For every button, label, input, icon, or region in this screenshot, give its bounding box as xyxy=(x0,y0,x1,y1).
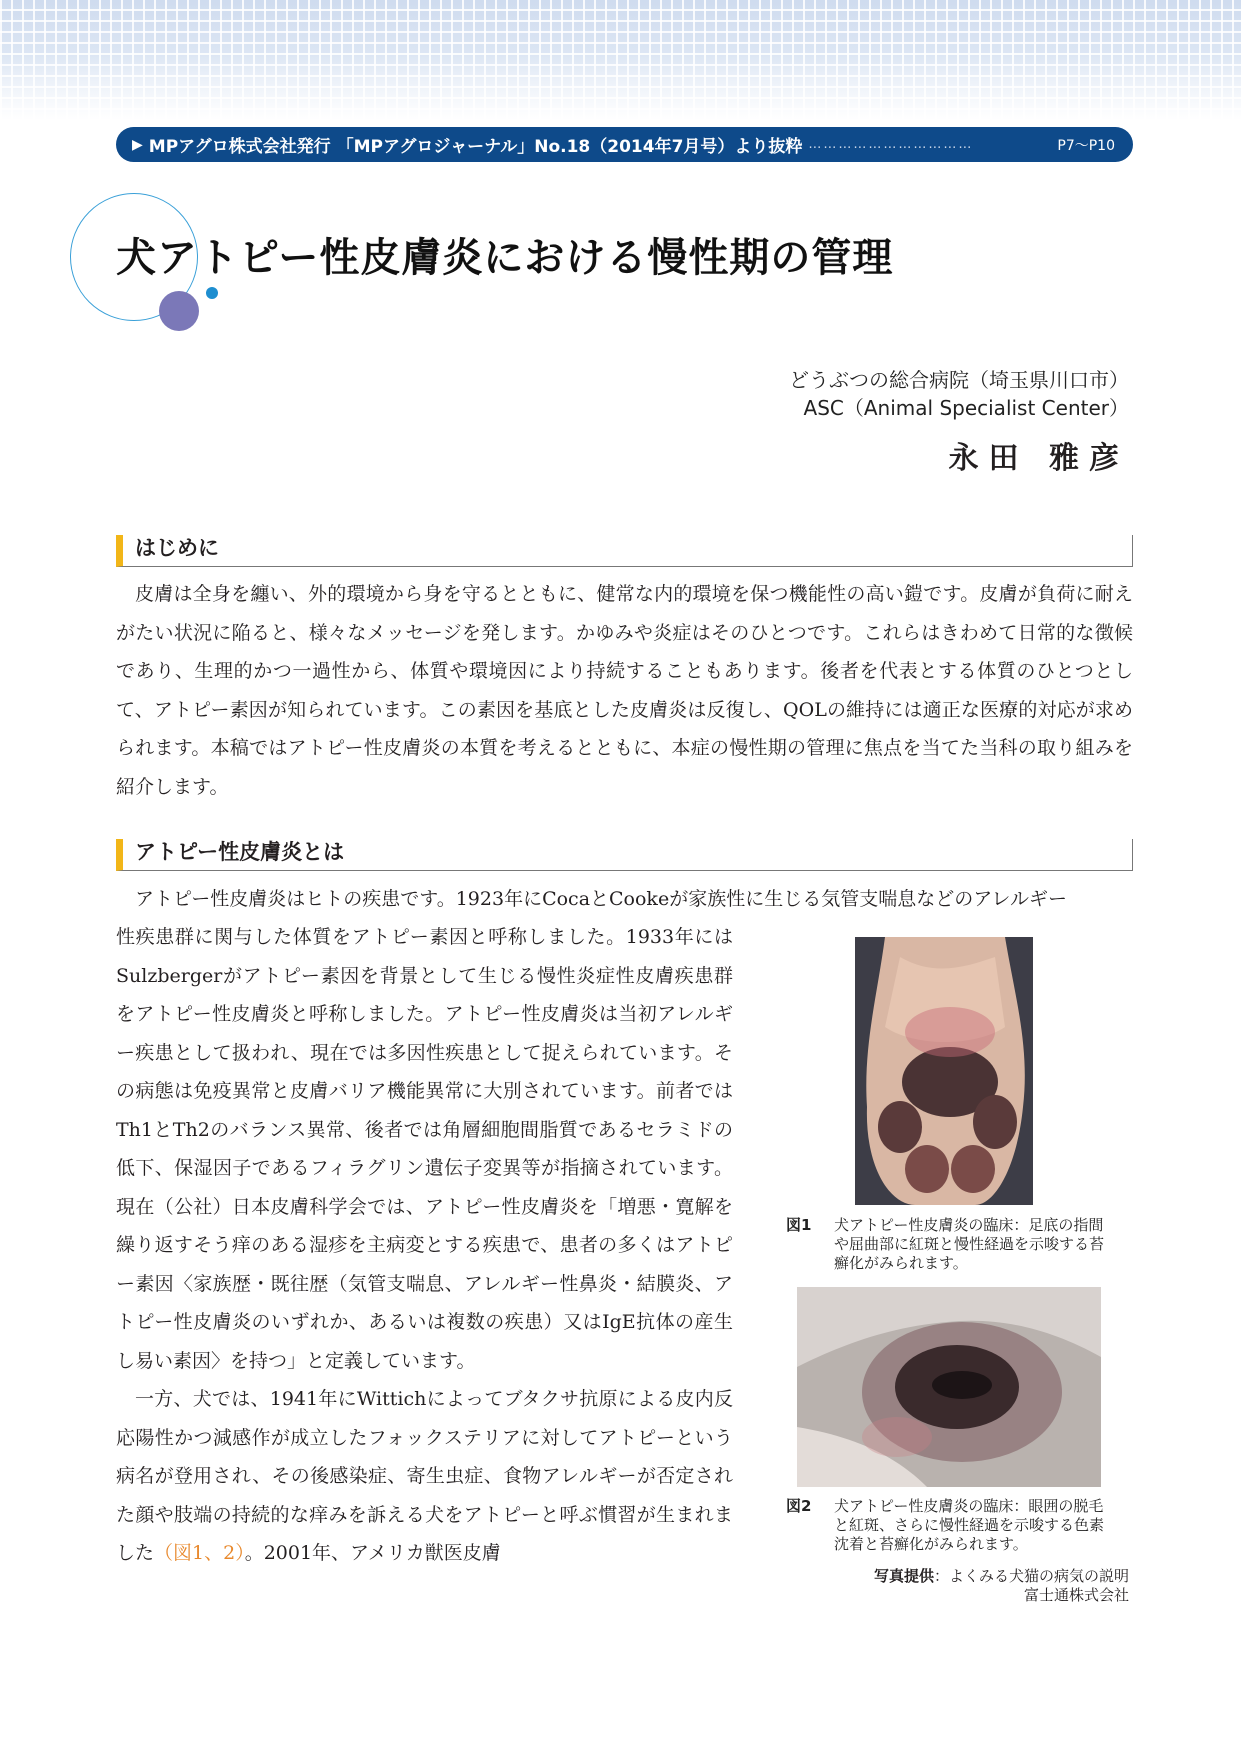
figure-1-caption xyxy=(786,1216,1106,1273)
photo-credit xyxy=(874,1567,1129,1605)
figure-1-text: 犬アトピー性皮膚炎の臨床：足底の指間や屈曲部に紅斑と慢性経過を示唆する苔癬化がみられます。 xyxy=(834,1216,1105,1272)
header-bar xyxy=(116,127,1133,162)
top-dot-pattern xyxy=(0,0,1241,120)
photo-credit-line-2: 富士通株式会社 xyxy=(1023,1586,1129,1604)
figure-2-caption xyxy=(786,1497,1106,1554)
atopy-paragraph-2 xyxy=(116,1380,733,1573)
header-source: MPアグロ株式会社発行 「MPアグロジャーナル」No.18（2014年7月号）より抜粋 xyxy=(148,137,803,157)
author-name: 永田 雅彦 xyxy=(948,441,1129,476)
figure-1-photo xyxy=(855,937,1033,1205)
photo-credit-label: 写真提供 xyxy=(873,1567,934,1585)
decorative-purple-circle-icon xyxy=(159,291,199,331)
photo-credit-line-1: ：よくみる犬猫の病気の説明 xyxy=(933,1567,1129,1585)
figure-1-number: 図1 xyxy=(786,1216,812,1234)
eye-image xyxy=(797,1287,1101,1487)
figure-2-photo xyxy=(797,1287,1101,1487)
section-atopy-lead xyxy=(116,880,1133,918)
header-pages: P7～P10 xyxy=(1057,137,1115,154)
intro-paragraph: 皮膚は全身を纏い、外的環境から身を守るとともに、健常な内的環境を保つ機能性の高い鎧です。皮膚が負荷に耐えがたい状況に陥ると、様々なメッセージを発します。かゆみや炎症はそのひとつです。これらはきわめて日常的な徴候であり、生理的かつ一過性から、体質や環境因により持続することもあります。後者を代表とする体質のひとつとして、アトピー素因が知られています。この素因を基底とした皮膚炎は反復し、QOLの維持には適正な医療的対応が求められます。本稿ではアトピー性皮膚炎の本質を考えるとともに、本症の慢性期の管理に焦点を当てた当科の取り組みを紹介します。 xyxy=(116,583,1133,798)
atopy-lead-line: アトピー性皮膚炎はヒトの疾患です。1923年にCocaとCookeが家族性に生じる気管支喘息などのアレルギー xyxy=(135,888,1067,910)
section-intro-body xyxy=(116,575,1133,806)
affiliation xyxy=(789,366,1129,422)
atopy-paragraph-2-tail: 。2001年、アメリカ獣医皮膚 xyxy=(244,1542,501,1564)
triangle-icon: ▶ xyxy=(132,136,143,153)
atopy-paragraph-1: 性疾患群に関与した体質をアトピー素因と呼称しました。1933年にはSulzbergerがアトピー素因を背景として生じる慢性炎症性皮膚疾患群をアトピー性皮膚炎と呼称しました。アトピー性皮膚炎は当初アレルギー疾患として扱われ、現在では多因性疾患として捉えられています。その病態は免疫異常と皮膚バリア機能異常に大別されています。前者ではTh1とTh2のバランス異常、後者では角層細胞間脂質であるセラミドの低下、保湿因子であるフィラグリン遺伝子変異等が指摘されています。現在（公社）日本皮膚科学会では、アトピー性皮膚炎を「増悪・寛解を繰り返すそう痒のある湿疹を主病変とする疾患で、患者の多くはアトピー素因〈家族歴・既往歴（気管支喘息、アレルギー性鼻炎・結膜炎、アトピー性皮膚炎のいずれか、あるいは複数の疾患）又はIgE抗体の産生し易い素因〉を持つ」と定義しています。 xyxy=(116,926,733,1372)
header-dots: …………………………… xyxy=(808,137,974,152)
affiliation-hospital: どうぶつの総合病院（埼玉県川口市） xyxy=(789,368,1129,392)
decorative-dot-icon xyxy=(206,287,218,299)
atopy-paragraph-2-text: 一方、犬では、1941年にWittichによってブタクサ抗原による皮内反応陽性かつ減感作が成立したフォックステリアに対してアトピーという病名が登用され、その後感染症、寄生虫症、食物アレルギーが否定された顔や肢端の持続的な痒みを訴える犬をアトピーと呼ぶ慣習が生まれました xyxy=(116,1388,733,1564)
affiliation-center: ASC（Animal Specialist Center） xyxy=(803,396,1129,420)
figure-reference-link[interactable]: （図1、2） xyxy=(154,1542,245,1564)
section-heading-intro: はじめに xyxy=(116,535,1133,567)
paw-image xyxy=(855,937,1033,1205)
article-title: 犬アトピー性皮膚炎における慢性期の管理 xyxy=(116,235,894,281)
section-atopy-body xyxy=(116,918,733,1573)
figure-2-text: 犬アトピー性皮膚炎の臨床：眼囲の脱毛と紅斑、さらに慢性経過を示唆する色素沈着と苔癬化がみられます。 xyxy=(834,1497,1105,1553)
section-heading-atopy: アトピー性皮膚炎とは xyxy=(116,839,1133,871)
figure-2-number: 図2 xyxy=(786,1497,812,1515)
